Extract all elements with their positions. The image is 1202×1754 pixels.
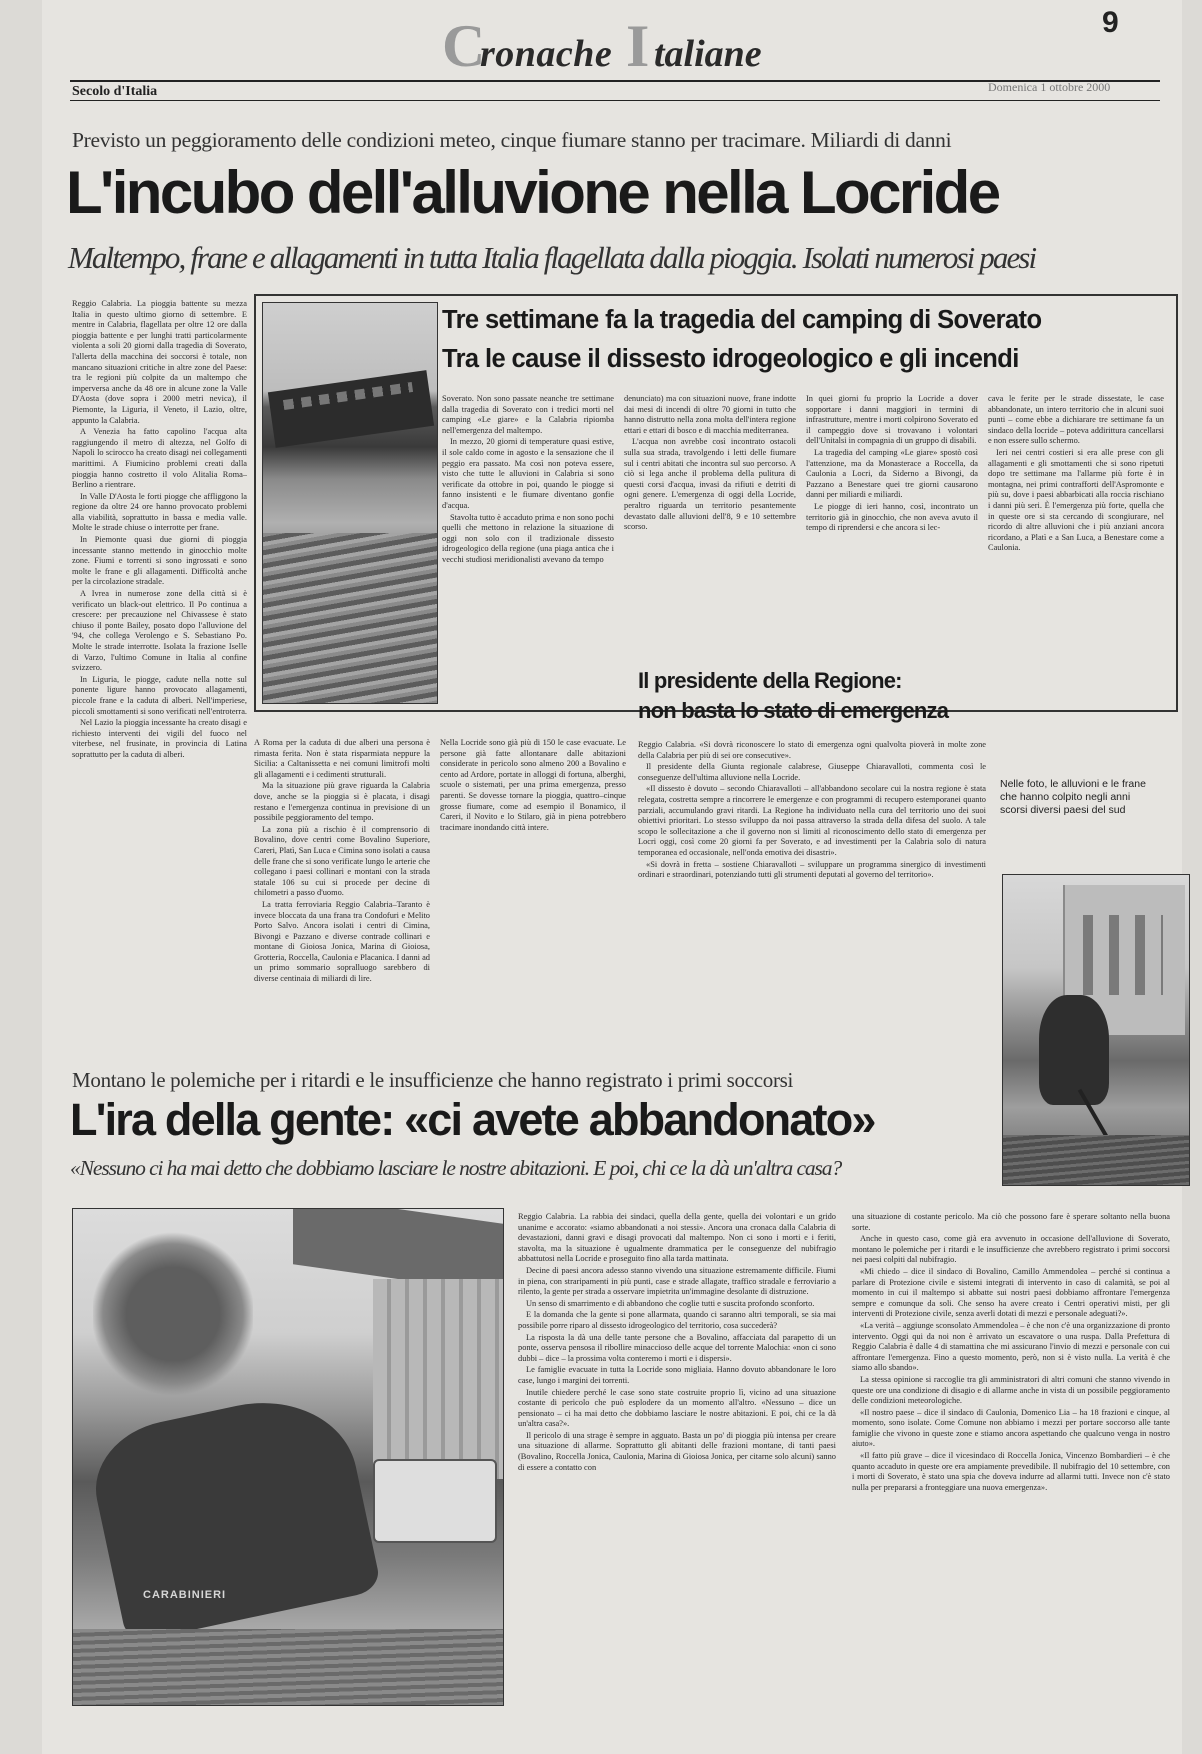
- article1-col1-p3: In Piemonte quasi due giorni di pioggia incessante stanno mettendo in ginocchio molte zone. Fiumi e torrenti si sono ingrossati e sono molte le frane e gli allagamenti. Difficoltà anche per la circolazione stradale.: [72, 535, 247, 587]
- article2-col1-p2: Un senso di smarrimento e di abbandono che coglie tutti e suscita profondo sconforto.: [526, 1298, 815, 1308]
- box-col3-p1: La tragedia del camping «Le giare» spostò così l'attenzione, ma da Monasterace a Roccella, da Caulonia a Locri, da Siderno a Bivongi, da Pazzano a Benestare quei tre giorni causarono danni per miliardi e miliardi.: [806, 447, 978, 500]
- president-body-p0: Reggio Calabria. «Si dovrà riconoscere lo stato di emergenza ogni qualvolta pioverà in molte zone della Calabria per più di sei ore consecutive».: [638, 740, 986, 760]
- article1-col1-p0: Reggio Calabria. La pioggia battente su mezza Italia in questo ultimo giorno di settembre. E mentre in Calabria, flagellata per oltre 12 ore dalla pioggia battente e per lunghi tratti particolarmente violenta a soli 20 giorni dalla tragedia di Soverato, l'allerta della macchina dei soccorsi è totale, non mancano situazioni critiche in altre zone del Paese: tra le regioni più colpite da un maltempo che imperversa anche da 48 ore in alcune zone la Valle D'Aosta (dove sopra i 2000 metri nevica), il Piemonte, la Liguria, il Veneto, il Lazio, oltre, appunto la Calabria.: [72, 299, 247, 425]
- article1-col1-p6: Nel Lazio la pioggia incessante ha creato disagi e richiesto interventi dei vigili del fuoco nel viterbese, nel frusinate, in provincia di Latina soprattutto per la caduta di alberi.: [72, 718, 247, 759]
- president-headline-line1: Il presidente della Regione:: [638, 668, 902, 693]
- article2-col2-p1: Anche in questo caso, come già era avvenuto in occasione dell'alluvione di Soverato, montano le polemiche per i ritardi e le insufficienze che avrebbero registrato i primi soccorsi nei paesi colpiti dal nubifragio.: [852, 1234, 1170, 1265]
- page-number: 9: [1102, 6, 1119, 39]
- article2-col1-p4: La risposta la dà una delle tante persone che a Bovalino, affacciata dal parapetto di un ponte, osserva pensosa il ribollire minaccioso delle acque del torrente Malochia: «non ci sono dubbi – dice – la prossima volta conteremo i morti e i dispersi».: [518, 1332, 836, 1363]
- box-col1-p2: Stavolta tutto è accaduto prima e non sono pochi quelli che mettono in relazione la situazione di oggi non solo con il tradizionale dissesto idrogeologico della regione (una piaga antica che i vecchi studiosi meridionalisti avevano da tempo: [442, 512, 614, 564]
- section-title: [442, 13, 822, 79]
- article1-col2-p3: La tratta ferroviaria Reggio Calabria–Taranto è invece bloccata da una frana tra Condofuri e Melito Porto Salvo. Ancora isolati i centri di Cimina, Bivongi e Pazzano e diverse contrade collinari e montane di Gioiosa Jonica, Marina di Gioiosa, Grotteria, Roccella, Caulonia e Placanica. I danni ad un primo sommario sopralluogo sarebbero di diverse centinaia di miliardi di lire.: [254, 899, 430, 984]
- article1-col3: [440, 738, 626, 1040]
- section-title-text-2: taliane: [654, 33, 762, 75]
- article2-col1-p1: Decine di paesi ancora adesso stanno vivendo una situazione estremamente difficile. Fiumi in piena, con straripamenti in più punti, case e strade allagate, traffico stradale e ferroviario a rilento, la gente per strada a osservare impietrita un'immagine desolante di distruzione.: [518, 1265, 836, 1297]
- photo-man-shoveling: [1002, 874, 1190, 1186]
- building-windows: [1083, 915, 1163, 995]
- president-side-p0: cava le ferite per le strade dissestate, le case abbandonate, un intero territorio che in alcuni suoi punti – come ebbe a dichiarare tre settimane fa un sindaco della locride – poteva addirittura cancellarsi e non essere sullo schermo.: [988, 394, 1164, 446]
- president-headline-line2: non basta lo stato di emergenza: [638, 698, 949, 723]
- box-col2-p1: L'acqua non avrebbe così incontrato ostacoli sulla sua strada, travolgendo i letti delle fiumare sul i centri abitati che incontra sul suo percorso. A ciò si lega anche il problema della pulitura di questi corsi d'acqua, invasi da rifiuti e detriti di ogni genere. L'emergenza di oggi della Locride, peraltro riguarda un territorio pesantemente devastato dalle alluvioni dell'8, 9 e 10 settembre scorso.: [624, 437, 796, 532]
- article1-col1-p5: In Liguria, le piogge, cadute nella notte sul ponente ligure hanno provocato allagamenti, piccole frane e la caduta di alberi. Nell'imperiese, piccoli smottamenti si sono verificati nell'entroterra.: [72, 674, 247, 716]
- article2-col1-p0: Reggio Calabria. La rabbia dei sindaci, quella della gente, quella dei volontari e un grido unanime e accorato: «siamo abbandonati a noi stessi». Ancora una cronaca dalla Calabria di devastazioni, danni gravi e disagi provocati dal maltempo. Non ci sono i morti e i feriti, stavolta, ma la situazione è ugualmente drammatica per le conseguenze del nubifragio abbattutosi nella Locride e proseguito fino alla tarda mattinata.: [518, 1212, 836, 1264]
- president-body-p3: «Si dovrà in fretta – sostiene Chiaravalloti – sviluppare un programma sinergico di investimenti ordinari e straordinari, potenziando tutti gli strumenti deputati al governo del territorio».: [638, 859, 986, 880]
- box-headline-line2: Tra le cause il dissesto idrogeologico e gli incendi: [442, 345, 1019, 373]
- wrecked-car: [84, 1384, 382, 1643]
- president-side-p1: Ieri nei centri costieri si era alle prese con gli allagamenti e gli smottamenti che si sono ripetuti dopo tre settimane ma l'allarme più forte è in montagna, nei primi contrafforti dell'Aspromonte e più su, dove i paesi abbarbicati alla roccia rischiano i danni più seri. È l'emergenza più forte, quella che in queste ore si sta cercando di scongiurare, nel ricordo di altre alluvioni che i più anziani ancora ricordano, a Platì e a San Luca, a Benestare come a Caulonia.: [988, 447, 1164, 553]
- photo-flooded-train: [262, 302, 438, 704]
- box-col3: [806, 394, 978, 638]
- box-col2-p0: denunciato) ma con situazioni nuove, frane indotte dai mesi di incendi di oltre 70 giorni in tutto che hanno distrutto nella zona molta dell'intera regione ettari e ettari di bosco e di macchia mediterranea.: [624, 394, 796, 435]
- article2-col1-p6: Inutile chiedere perché le case sono state costruite proprio lì, vicino ad una situazione costante di pericolo che può esplodere da un momento all'altro. «Nessuno – dice un pensionato – ci ha mai detto che dobbiamo lasciare le nostre abitazioni. E poi, chi ce la dà un'altra casa?».: [518, 1387, 836, 1429]
- president-body-p1: Il presidente della Giunta regionale calabrese, Giuseppe Chiaravalloti, commenta così le conseguenze dell'ultima alluvione nella Locride.: [638, 762, 986, 782]
- article1-subhead: Maltempo, frane e allagamenti in tutta Italia flagellata dalla pioggia. Isolati numerosi paesi: [68, 240, 1036, 275]
- newspaper-page: [42, 0, 1182, 1754]
- header-rule-bottom: [70, 100, 1160, 101]
- article1-col1: [72, 299, 247, 1041]
- debris-ground: [73, 1629, 503, 1705]
- article2-col1: [518, 1212, 836, 1712]
- article2-headline: L'ira della gente: «ci avete abbandonato»: [70, 1094, 875, 1145]
- masthead: Secolo d'Italia: [72, 84, 158, 99]
- issue-date: Domenica 1 ottobre 2000: [988, 80, 1111, 94]
- box-col1: [442, 394, 614, 704]
- article1-headline: L'incubo dell'alluvione nella Locride: [66, 159, 999, 226]
- president-body-p2: «Il dissesto è dovuto – secondo Chiaravalloti – all'abbandono secolare cui la nostra regione è stata relegata, costretta sempre a rincorrere le emergenze e con programmi di recupero estemporanei quanto parziali, accumulando gravi ritardi. La Regione ha individuato nella cura del territorio uno dei suoi obiettivi prioritari. Lo stesso sviluppo da noi passa attraverso la strada della difesa del suolo. A tale scopo le sollecitazione a che il governo non si limiti al riconoscimento dello stato di emergenza per Locri oggi, così come 20 giorni fa per Soverato, e ad investimenti per la Calabria solo di natura temporanea ed occasionale, nell'onda emotiva dei disastri».: [638, 784, 986, 857]
- article2-col2-p6: «Il fatto più grave – dice il vicesindaco di Roccella Jonica, Vincenzo Bombardieri – è che quanto accaduto in queste ore era ampiamente prevedibile. Il nubifragio del 10 settembre, con i morti di Soverato, è stato una spia che doveva indurre ad allarmi tutti. Invece non c'è stato nulla per prepararsi a fronteggiare una nuova emergenza».: [852, 1451, 1170, 1492]
- section-title-text: ronache: [480, 33, 613, 75]
- article1-col3-p0: Nella Locride sono già più di 150 le case evacuate. Le persone già fatte allontanare dalle abitazioni considerate in pericolo sono almeno 200 a Bovalino e cento ad Ardore, portate in alloggi di fortuna, alberghi, scuole o sistemati, per una prima emergenza, presso parenti. Se dovesse tornare la pioggia, quattro–cinque grosse fiumare, come ad esempio il Bonamico, il Careri, il Novito e lo Stilaro, già in piena potrebbero tracimare inondando città intere.: [440, 738, 626, 832]
- article1-col2: [254, 738, 430, 1040]
- article2-col2: [852, 1212, 1170, 1712]
- water-ripples: [263, 533, 437, 703]
- article1-col1-p4: A Ivrea in numerose zone della città si è verificato un black-out elettrico. Il Po continua a crescere: per precauzione nel Chivassese è stato chiuso il ponte Bailey, posato dopo l'alluvione del '94, che collega Verolengo e S. Sebastiano Po. Molte le strade interrotte. Isolata la frazione Iselle di Varzo, l'ultimo Comune in Italia al confine svizzero.: [72, 589, 247, 673]
- box-headline-line1: Tre settimane fa la tragedia del camping di Soverato: [442, 306, 1042, 334]
- article2-col2-p5: «Il nostro paese – dice il sindaco di Caulonia, Domenico Lia – ha 18 frazioni e cinque, al momento, sono isolate. Come Comune non abbiamo i mezzi per portare soccorso alle tante famiglie che vivono in queste zone e stiamo ancora aspettando che qualcuno venga in nostro aiuto».: [852, 1407, 1170, 1449]
- article2-col1-p7: Il pericolo di una strage è sempre in agguato. Basta un po' di pioggia più intensa per creare una situazione di allarme. Soprattutto gli abitanti delle frazioni montane, di tanti paesi (Bovalino, Roccella Jonica, Caulonia, Marina di Gioiosa Jonica, per citarne solo alcuni) sanno di essere a contatto con: [518, 1430, 836, 1472]
- photo-crushed-cars: [72, 1208, 504, 1706]
- president-body: [638, 740, 986, 1036]
- box-col2: [624, 394, 796, 638]
- mud-ground: [1003, 1135, 1189, 1185]
- article1-col2-p2: La zona più a rischio è il comprensorio di Bovalino, dove centri come Bovalino Superiore, Careri, Platì, San Luca e Cimina sono isolati a causa delle frane che si sono verificate lungo le arterie che collegano i paesi collinari e montani con la strada statale 106 su cui si procede per decine di chilometri a passo d'uomo.: [254, 824, 430, 898]
- article2-col2-p0: una situazione di costante pericolo. Ma ciò che possono fare è sperare soltanto nella buona sorte.: [852, 1212, 1170, 1232]
- president-side-col: [988, 394, 1164, 700]
- article1-col1-p1: A Venezia ha fatto capolino l'acqua alta raggiungendo il metro di altezza, nel Golfo di Napoli lo scirocco ha creato disagi nei collegamenti marittimi. A Fiumicino problemi creati dalla pioggia hanno costretto il volo Alitalia Roma–Berlino a rientrare.: [72, 427, 247, 490]
- white-van: [373, 1459, 497, 1543]
- article1-col2-p0: A Roma per la caduta di due alberi una persona è rimasta ferita. Non è stata risparmiata neppure la Sicilia: a Caltanissetta e nei comuni limitrofi molti gli allagamenti e i cedimenti strutturali.: [254, 738, 430, 779]
- article2-kicker: Montano le polemiche per i ritardi e le insufficienze che hanno registrato i primi soccorsi: [72, 1068, 794, 1092]
- article1-kicker: Previsto un peggioramento delle condizioni meteo, cinque fiumare stanno per tracimare. Miliardi di danni: [72, 128, 952, 152]
- car-door-text: CARABINIERI: [143, 1589, 227, 1601]
- section-title-i-drop: I: [626, 13, 650, 79]
- article2-subhead: «Nessuno ci ha mai detto che dobbiamo lasciare le nostre abitazioni. E poi, chi ce la dà un'altra casa?: [70, 1156, 842, 1180]
- article2-col2-p3: «La verità – aggiunge sconsolato Ammendolea – è che non c'è una organizzazione di pronto intervento. Oggi qui da noi non è arrivato un escavatore o una ruspa. Dalla Prefettura di Reggio Calabria è dalle 4 di stamattina che mi assicurano l'invio di mezzi e personale con cui affrontare l'emergenza. Fino a questo momento, però, non si è visto nulla. La verità è che siamo allo sbando».: [852, 1320, 1170, 1373]
- box-col1-p0: Soverato. Non sono passate neanche tre settimane dalla tragedia di Soverato con i tredici morti nel camping «Le giare» e la Calabria ripiomba nell'emergenza del maltempo.: [442, 394, 614, 435]
- article1-col1-p2: In Valle D'Aosta le forti piogge che affliggono la regione da oltre 24 ore hanno provocato problemi alla viabilità, soprattutto in bassa e media valle. Molte le strade chiuse o interrotte per frane.: [72, 491, 247, 533]
- box-col3-p0: In quei giorni fu proprio la Locride a dover sopportare i danni maggiori in termini di infrastrutture, mentre i morti colpirono Soverato ed il campeggio dove si trovavano i volontari dell'Unitalsi in compagnia di un gruppo di disabili.: [806, 394, 978, 446]
- building-facade: [373, 1279, 503, 1479]
- article2-col1-p5: Le famiglie evacuate in tutta la Locride sono migliaia. Hanno dovuto abbandonare le loro case, lungo i margini dei torrenti.: [518, 1365, 836, 1385]
- box-col3-p2: Le piogge di ieri hanno, così, incontrato un territorio già in ginocchio, che non aveva avuto il tempo di riprendersi e che ancora si lec-: [806, 501, 978, 533]
- article2-col2-p2: «Mi chiedo – dice il sindaco di Bovalino, Camillo Ammendolea – perché si continua a parlare di Protezione civile e sistemi integrati di intervento in caso di calamità, se poi al momento in cui il maltempo si abbatte sui nostri paesi dobbiamo affrontare l'emergenza sempre e comunque da soli. Che senso ha avere creato i Centri operativi misti, per gli interventi di Protezione civile, senza averli dotati di mezzi e personale adeguati?».: [852, 1266, 1170, 1319]
- photo-caption: Nelle foto, le alluvioni e le frane che hanno colpito negli anni scorsi diversi paesi del sud: [1000, 778, 1146, 816]
- man-silhouette: [1039, 995, 1109, 1105]
- article2-col2-p4: La stessa opinione si raccoglie tra gli amministratori di altri comuni che stanno vivendo in queste ore una condizione di disagio e di allarme anche in vista di un possibile peggioramento delle condizioni meteorologiche.: [852, 1374, 1170, 1406]
- article1-col2-p1: Ma la situazione più grave riguarda la Calabria dove, anche se la pioggia si è placata, i disagi restano e l'emergenza continua in previsione di un possibile peggioramento del tempo.: [254, 781, 430, 823]
- article2-col1-p3: E la domanda che la gente si pone allarmata, quando ci saranno altri temporali, se sia mai possibile porre riparo al dissesto idrogeologico del territorio, cosa succederà?: [518, 1310, 836, 1330]
- box-col1-p1: In mezzo, 20 giorni di temperature quasi estive, il sole caldo come in agosto e la sensazione che il peggio era passato. Ma così non poteva essere, visto che tutte le alluvioni in Calabria si sono verificate da ottobre in poi, quando le piogge si fanno insistenti e le fiumare diventano gonfie d'acqua.: [442, 437, 614, 510]
- section-title-c-drop: C: [442, 13, 486, 79]
- tree-shape: [93, 1229, 253, 1399]
